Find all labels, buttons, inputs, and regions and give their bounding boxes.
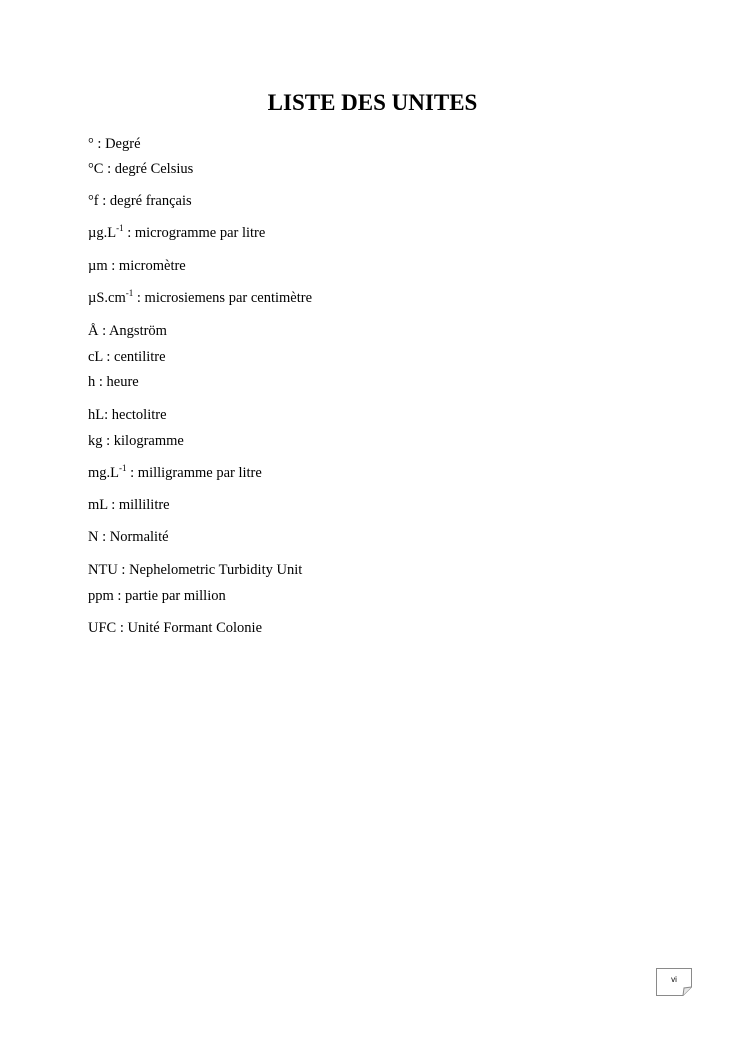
unit-description: : milligramme par litre: [126, 465, 262, 481]
unit-text: mg.L: [88, 465, 120, 481]
unit-exponent: -1: [116, 223, 124, 233]
unit-entry-ntu: [88, 561, 302, 579]
page-number: vi: [671, 975, 677, 984]
unit-entry-microsiemens: [88, 289, 312, 308]
unit-text: hL: hectolitre: [88, 407, 167, 423]
unit-text: ppm : partie par million: [88, 588, 226, 604]
unit-text: °C : degré Celsius: [88, 161, 194, 177]
unit-entry-angstrom: [88, 322, 167, 340]
unit-entry-hectolitre: [88, 406, 167, 424]
unit-text: NTU : Nephelometric Turbidity Unit: [88, 562, 303, 578]
unit-entry-centilitre: [88, 348, 166, 366]
unit-description: : microsiemens par centimètre: [133, 290, 313, 306]
unit-text: mL : millilitre: [88, 497, 170, 513]
unit-text: °f : degré français: [88, 193, 192, 209]
unit-entry-micrometre: [88, 257, 186, 275]
unit-text: UFC : Unité Formant Colonie: [88, 620, 262, 636]
unit-text: ° : Degré: [88, 136, 141, 152]
unit-text: µg.L: [88, 225, 117, 241]
unit-entry-ppm: [88, 587, 226, 605]
unit-text: N : Normalité: [88, 529, 169, 545]
unit-entry-heure: [88, 373, 139, 391]
unit-text: h : heure: [88, 374, 139, 390]
page-number-badge: [656, 968, 692, 996]
unit-entry-millilitre: [88, 496, 170, 514]
unit-exponent: -1: [119, 463, 127, 473]
unit-exponent: -1: [125, 288, 134, 298]
unit-entry-ufc: [88, 619, 262, 637]
unit-entry-kilogramme: [88, 432, 184, 450]
page-title: LISTE DES UNITES: [267, 90, 478, 115]
unit-entry-milligramme: [88, 464, 262, 483]
unit-text: µm : micromètre: [88, 258, 186, 274]
unit-text: kg : kilogramme: [88, 433, 184, 449]
unit-text: cL : centilitre: [88, 349, 166, 365]
unit-text: Å : Angström: [88, 323, 167, 339]
unit-description: : microgramme par litre: [123, 225, 266, 241]
unit-text: µS.cm: [88, 290, 126, 306]
unit-entry-normalite: [88, 528, 169, 546]
unit-entry-celsius: [88, 160, 193, 178]
unit-entry-degre-francais: [88, 192, 192, 210]
unit-entry-microgramme: [88, 224, 265, 243]
unit-entry-degree: [88, 135, 141, 153]
